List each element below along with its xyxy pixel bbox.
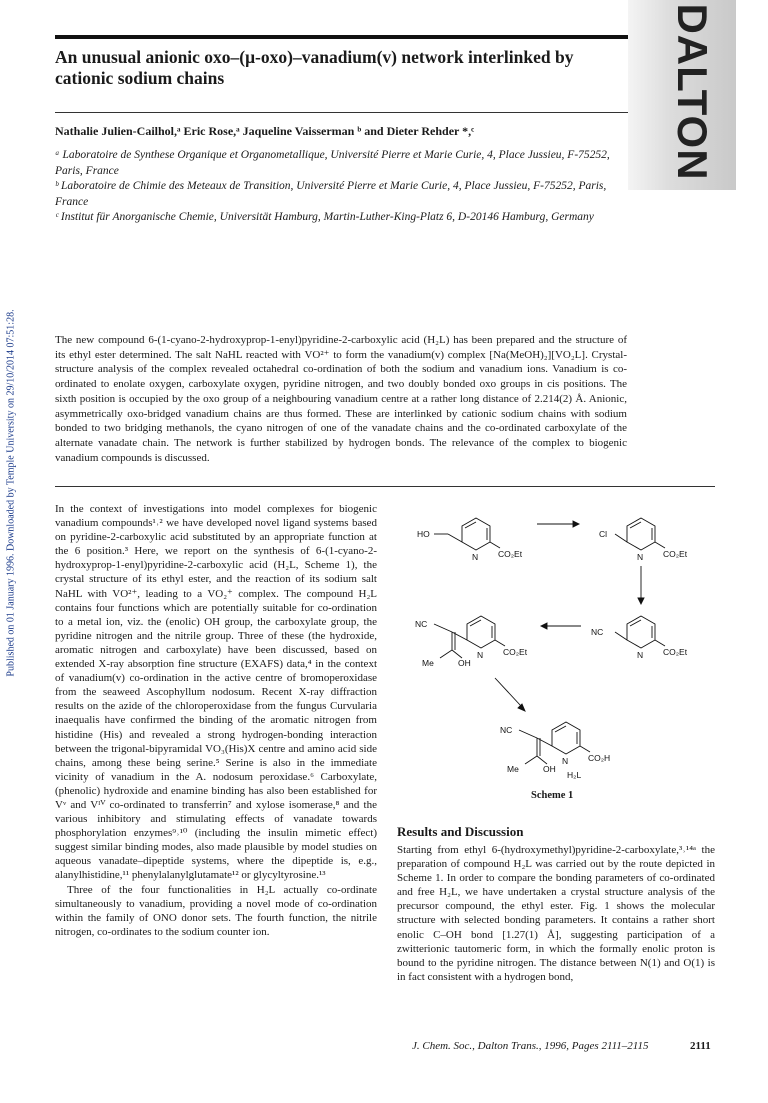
label-n-5: N bbox=[562, 756, 569, 766]
download-watermark bbox=[2, 258, 20, 728]
top-rule bbox=[55, 35, 628, 39]
arrowhead-4 bbox=[518, 704, 525, 711]
left-column bbox=[55, 502, 377, 939]
article-title: An unusual anionic oxo–(μ-oxo)–vanadium(v) network interlinked by cationic sodium chains bbox=[55, 47, 574, 88]
results-paragraph: Starting from ethyl 6-(hydroxymethyl)pyridine-2-carboxylate,³˒¹⁴ᵃ the preparation of compound H₂L was carried out by the route depicted in Scheme 1. In order to compare the bonding parameters of co-ordinated and free H₂L, we have undertaken a crystal structure analysis of the precursor compound, the ethyl ester. Fig. 1 shows the molecular structure with selected bonding parameters. It contains a rather short enolic C–OH bond [1.27(1) Å], suggesting participation of a zwitterionic tautomeric form, in which the formally enolic proton is bound to the pyridine nitrogen. The distance between N(1) and O(1) is in fact consistent with a hydrogen bond, bbox=[397, 844, 715, 983]
pyridine-ring-1 bbox=[462, 518, 490, 550]
scheme-1-diagram bbox=[397, 498, 715, 808]
journal-tab bbox=[628, 0, 736, 190]
abstract-rule bbox=[55, 486, 715, 487]
label-oh-5: OH bbox=[543, 764, 556, 774]
journal-reference: J. Chem. Soc., Dalton Trans., 1996, Pages 2111–2115 bbox=[412, 1040, 649, 1052]
molecule-enol-ester bbox=[415, 616, 528, 668]
label-n-4: N bbox=[477, 650, 484, 660]
label-nc-5: NC bbox=[500, 725, 513, 735]
title-rule bbox=[55, 112, 628, 113]
intro-paragraph-1: In the context of investigations into model complexes for biogenic vanadium compounds¹˒² we have developed novel ligand systems based on pyridine-2-carboxylic acid substituted by an appropriate function at the 6 position.³ Here, we report on the synthesis of 6-(1-cyano-2-hydroxyprop-1-enyl)pyridine-2-carboxylic acid (H₂L, Scheme 1), the crystal structure of its ethyl ester, and the reaction of its sodium salt NaHL with VO²⁺, leading to a VO₂⁺ complex. The compound H₂L contains four functions which are potentially suitable for co-ordination to a metal ion, viz. the (enolic) OH group, the carboxylate group, the pyridine nitrogen and the nitrile group. Three of these (the hydroxide, aromatic nitrogen and carboxylate) have been discussed, based on extended X-ray absorption fine structure (EXAFS) data,⁴ in the context of vanadium(v) co-ordination in the active centre of bromoperoxidase from the seaweed Ascophyllum nodosum. Recent X-ray diffraction results on the azide of the chloroperoxidase from the fungus Curvularia inaequalis have confirmed the binding of the aromatic nitrogen from histidine (His) and revealed a strong hydrogen-bonding interaction between the trigonal-bipyramidal VO₃(His)X centre and amino acid side chains, among these being serine.⁵ Serine is also in the immediate vicinity of vanadium in the A. nodosum peroxidase.⁶ Carboxylate, (phenolic) hydroxide and enamine binding has also been established for Vᵛ and Vᴵⱽ co-ordinated to transferrin⁷ and xylose isomerase,⁸ and the various inhibitory and stimulating effects of vanadate towards phosphorylation enzymes⁹˒¹⁰ (including the insulin mimetic effect) suggest similar binding modes, also made plausible by model studies on aqueous vanadate–dipeptide systems, where the dipeptide is, e.g., alanylhistidine,¹¹ phenylalanylglutamate¹² or glycyltyrosine.¹³ bbox=[55, 503, 377, 882]
label-n-2: N bbox=[637, 552, 644, 562]
label-h2l: H₂L bbox=[567, 770, 582, 780]
page-number: 2111 bbox=[690, 1040, 711, 1052]
arrowhead-3 bbox=[541, 623, 547, 629]
scheme-caption: Scheme 1 bbox=[531, 790, 574, 801]
download-note-text: Published on 01 January 1996. Downloaded by Temple University on 29/10/2014 07:51:28. bbox=[5, 309, 17, 677]
label-co2et-4: CO₂Et bbox=[503, 647, 528, 657]
right-column bbox=[397, 843, 715, 984]
molecule-cyanomethyl-ester bbox=[591, 616, 688, 660]
label-cl: Cl bbox=[599, 529, 608, 539]
label-co2et-2: CO₂Et bbox=[663, 549, 688, 559]
label-n-3: N bbox=[637, 650, 644, 660]
label-nc-3: NC bbox=[591, 627, 604, 637]
label-co2et-3: CO₂Et bbox=[663, 647, 688, 657]
ch2-bond bbox=[448, 534, 462, 542]
pyridine-ring-5 bbox=[552, 722, 580, 754]
pyridine-ring-2 bbox=[627, 518, 655, 550]
journal-tab-text: DALTON bbox=[669, 3, 716, 181]
label-n-1: N bbox=[472, 552, 479, 562]
label-me-5: Me bbox=[507, 764, 519, 774]
affiliations bbox=[55, 148, 615, 226]
label-co2et-1: CO₂Et bbox=[498, 549, 523, 559]
label-nc-4: NC bbox=[415, 619, 428, 629]
affiliation-c: ᶜ Institut für Anorganische Chemie, Universität Hamburg, Martin-Luther-King-Platz 6, D-20146 Hamburg, Germany bbox=[55, 211, 594, 223]
label-oh-4: OH bbox=[458, 658, 471, 668]
label-me-4: Me bbox=[422, 658, 434, 668]
pyridine-ring-3 bbox=[627, 616, 655, 648]
molecule-h2l bbox=[500, 722, 610, 780]
affiliation-b: ᵇ Laboratoire de Chimie des Meteaux de Transition, Université Pierre et Marie Curie, 4, Place Jussieu, F-75252, Paris, France bbox=[55, 180, 607, 208]
pyridine-ring-4 bbox=[467, 616, 495, 648]
arrowhead-2 bbox=[638, 598, 644, 604]
author-list: Nathalie Julien-Cailhol,ᵃ Eric Rose,ᵃ Jaqueline Vaisserman ᵇ and Dieter Rehder *,ᶜ bbox=[55, 124, 475, 138]
intro-paragraph-2: Three of the four functionalities in H₂L actually co-ordinate simultaneously to vanadium, providing a novel mode of co-ordination within the family of ONO donor sets. The fourth function, the nitrile nitrogen, co-ordinates to the sodium counter ion. bbox=[55, 883, 377, 938]
label-co2h: CO₂H bbox=[588, 753, 611, 763]
arrowhead-1 bbox=[573, 521, 579, 527]
affiliation-a: ᵃ Laboratoire de Synthese Organique et Organometallique, Université Pierre et Marie Curie, 4, Place Jussieu, F-75252, Paris, France bbox=[55, 149, 610, 177]
label-ho: HO bbox=[417, 529, 430, 539]
molecule-hydroxymethyl-ester bbox=[417, 518, 523, 562]
abstract: The new compound 6-(1-cyano-2-hydroxyprop-1-enyl)pyridine-2-carboxylic acid (H₂L) has been prepared and the structure of its ethyl ester determined. The salt NaHL reacted with VO²⁺ to form the vanadium(v) complex [Na(MeOH)₂][VO₂L]. Crystal-structure analysis of the complex revealed octahedral co-ordination of both the sodium and vanadium ions. Vanadium is co-ordinated to enolate oxygen, carboxylate oxygen, pyridine nitrogen, and two doubly bonded oxo groups in cis positions. The sixth position is occupied by the oxo group of a neighbouring vanadium centre at a rather long distance of 2.214(2) Å. Anionic, asymmetrically oxo-bridged vanadium chains are thus formed. These are interlinked by cationic sodium chains with sodium bonded to two bridging methanols, the cyano nitrogen of one of the vanadate chains and the co-ordinated carboxylate of the alternate vanadate chain. The network is further stabilized by hydrogen bonds. The relevance of the complex to biogenic vanadium compounds is discussed. bbox=[55, 334, 627, 464]
section-heading: Results and Discussion bbox=[397, 824, 524, 839]
molecule-chloromethyl-ester bbox=[599, 518, 688, 562]
arrow-step-4 bbox=[495, 678, 521, 706]
